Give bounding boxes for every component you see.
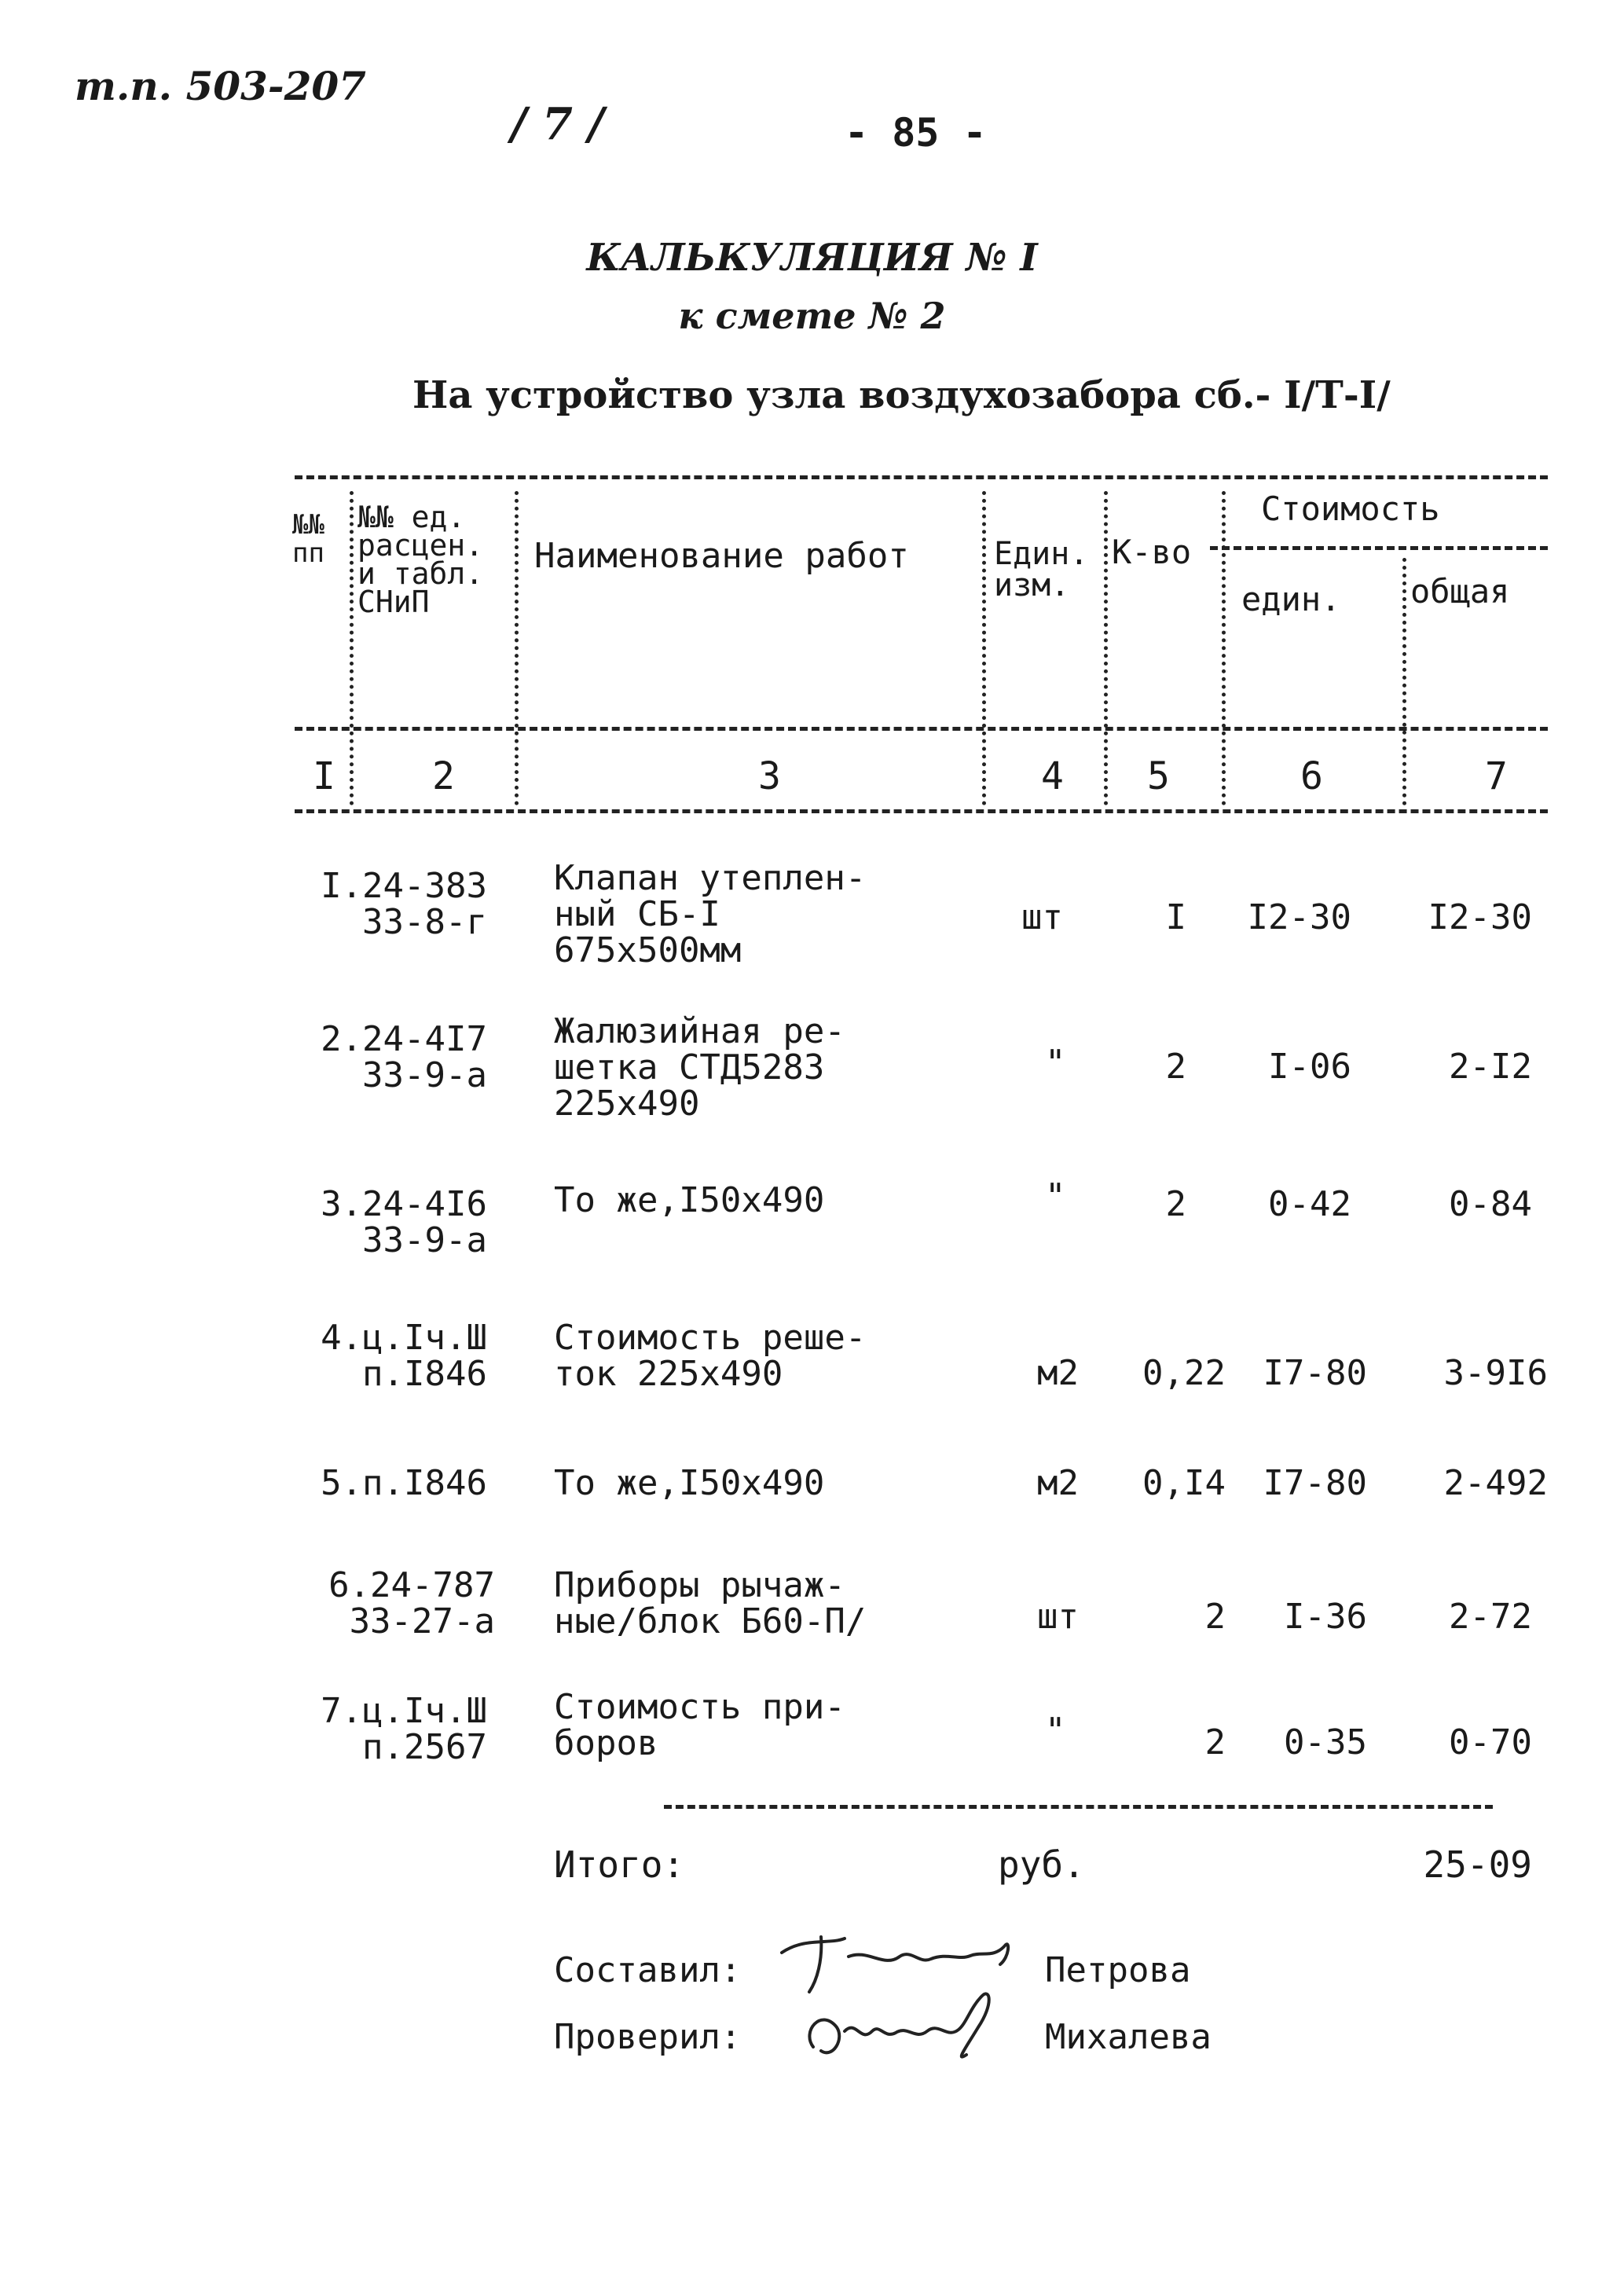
header-name: Наименование работ	[534, 536, 909, 576]
row-quantity: 2	[1165, 1047, 1186, 1087]
row-unit-price: I2-30	[1247, 897, 1351, 937]
cost-split-rule	[1210, 546, 1548, 550]
checked-by-label: Проверил:	[554, 2017, 742, 2057]
compiled-by-name: Петрова	[1045, 1950, 1191, 1990]
column-number: 2	[432, 754, 455, 798]
document-reference: к смете № 2	[678, 295, 946, 337]
header-separator	[1222, 491, 1226, 805]
column-number: 5	[1147, 754, 1170, 798]
total-value: 25-09	[1423, 1843, 1532, 1886]
row-work-name: Стоимость при- боров	[554, 1687, 845, 1763]
checked-signature	[797, 1984, 1010, 2070]
project-code: т.п. 503-207	[75, 63, 366, 109]
header-cost: Стоимость	[1261, 490, 1440, 528]
row-total-price: 0-84	[1449, 1184, 1532, 1224]
total-label: Итого:	[554, 1843, 685, 1886]
row-total-price: 2-I2	[1449, 1047, 1532, 1087]
row-unit: м2	[1037, 1463, 1079, 1503]
row-quantity: 0,I4	[1142, 1463, 1226, 1503]
table-top-rule	[295, 475, 1548, 479]
header-num: №№ пп	[292, 509, 324, 569]
column-number: I	[313, 754, 335, 798]
column-numbers-rule	[295, 809, 1548, 813]
row-quantity: 2	[1204, 1722, 1226, 1762]
header-separator	[515, 491, 519, 805]
row-total-price: 0-70	[1449, 1722, 1532, 1762]
row-total-price: 2-72	[1449, 1597, 1532, 1637]
row-number-rate: 7.ц.Iч.Ш п.2567	[321, 1691, 487, 1767]
header-separator	[1402, 558, 1406, 805]
row-total-price: I2-30	[1428, 897, 1532, 937]
row-work-name: Жалюзийная ре- шетка СТД5283 225х490	[554, 1011, 845, 1124]
header-qty: К-во	[1112, 533, 1192, 571]
compiled-by-label: Составил:	[554, 1950, 742, 1990]
header-bottom-rule	[295, 727, 1548, 731]
totals-rule	[664, 1805, 1493, 1809]
row-unit: "	[1045, 1043, 1066, 1083]
column-number: 6	[1300, 754, 1323, 798]
row-unit: "	[1045, 1176, 1066, 1216]
checked-by-name: Михалева	[1045, 2017, 1212, 2057]
total-unit: руб.	[998, 1843, 1085, 1886]
row-unit-price: 0-35	[1284, 1722, 1367, 1762]
row-unit: шт	[1021, 897, 1063, 937]
row-number-rate: 5.п.I846	[321, 1463, 487, 1503]
row-work-name: То же,I50х490	[554, 1180, 825, 1220]
column-number: 4	[1041, 754, 1064, 798]
header-separator	[1104, 491, 1108, 805]
row-quantity: 2	[1165, 1184, 1186, 1224]
column-number: 3	[758, 754, 781, 798]
document-subtitle: На устройство узла воздухозабора сб.- I/Т-I/	[412, 373, 1391, 417]
row-number-rate: 4.ц.Iч.Ш п.I846	[321, 1318, 487, 1394]
page-number: - 85 -	[845, 110, 987, 156]
header-separator	[982, 491, 986, 805]
row-unit: "	[1045, 1711, 1066, 1751]
row-unit-price: I-36	[1284, 1597, 1367, 1637]
row-quantity: 2	[1204, 1597, 1226, 1637]
header-unit: Един. изм.	[994, 536, 1089, 603]
row-unit: шт	[1037, 1597, 1079, 1637]
row-work-name: Клапан утеплен- ный СБ-I 675х500мм	[554, 858, 867, 970]
column-number: 7	[1485, 754, 1508, 798]
row-unit: м2	[1037, 1353, 1079, 1393]
row-number-rate: 2.24-4I7 33-9-а	[321, 1019, 487, 1095]
header-cost-unit: един.	[1241, 580, 1341, 618]
row-quantity: I	[1165, 897, 1186, 937]
row-number-rate: 6.24-787 33-27-а	[328, 1565, 495, 1641]
row-unit-price: I-06	[1268, 1047, 1351, 1087]
row-work-name: Стоимость реше- ток 225х490	[554, 1318, 867, 1394]
row-work-name: То же,I50х490	[554, 1463, 825, 1503]
header-cost-total: общая	[1410, 572, 1510, 611]
row-quantity: 0,22	[1142, 1353, 1226, 1393]
document-title: КАЛЬКУЛЯЦИЯ № I	[586, 236, 1038, 280]
row-unit-price: I7-80	[1263, 1463, 1367, 1503]
header-rate: №№ ед. расцен. и табл. СНиП	[357, 500, 484, 619]
sheet-mark: / 7 /	[511, 98, 604, 150]
row-number-rate: 3.24-4I6 33-9-а	[321, 1184, 487, 1260]
row-total-price: 3-9I6	[1443, 1353, 1548, 1393]
row-total-price: 2-492	[1443, 1463, 1548, 1503]
row-unit-price: I7-80	[1263, 1353, 1367, 1393]
row-number-rate: I.24-383 33-8-г	[321, 866, 487, 942]
row-work-name: Приборы рычаж- ные/блок Б60-П/	[554, 1565, 867, 1641]
header-separator	[350, 491, 354, 805]
row-unit-price: 0-42	[1268, 1184, 1351, 1224]
